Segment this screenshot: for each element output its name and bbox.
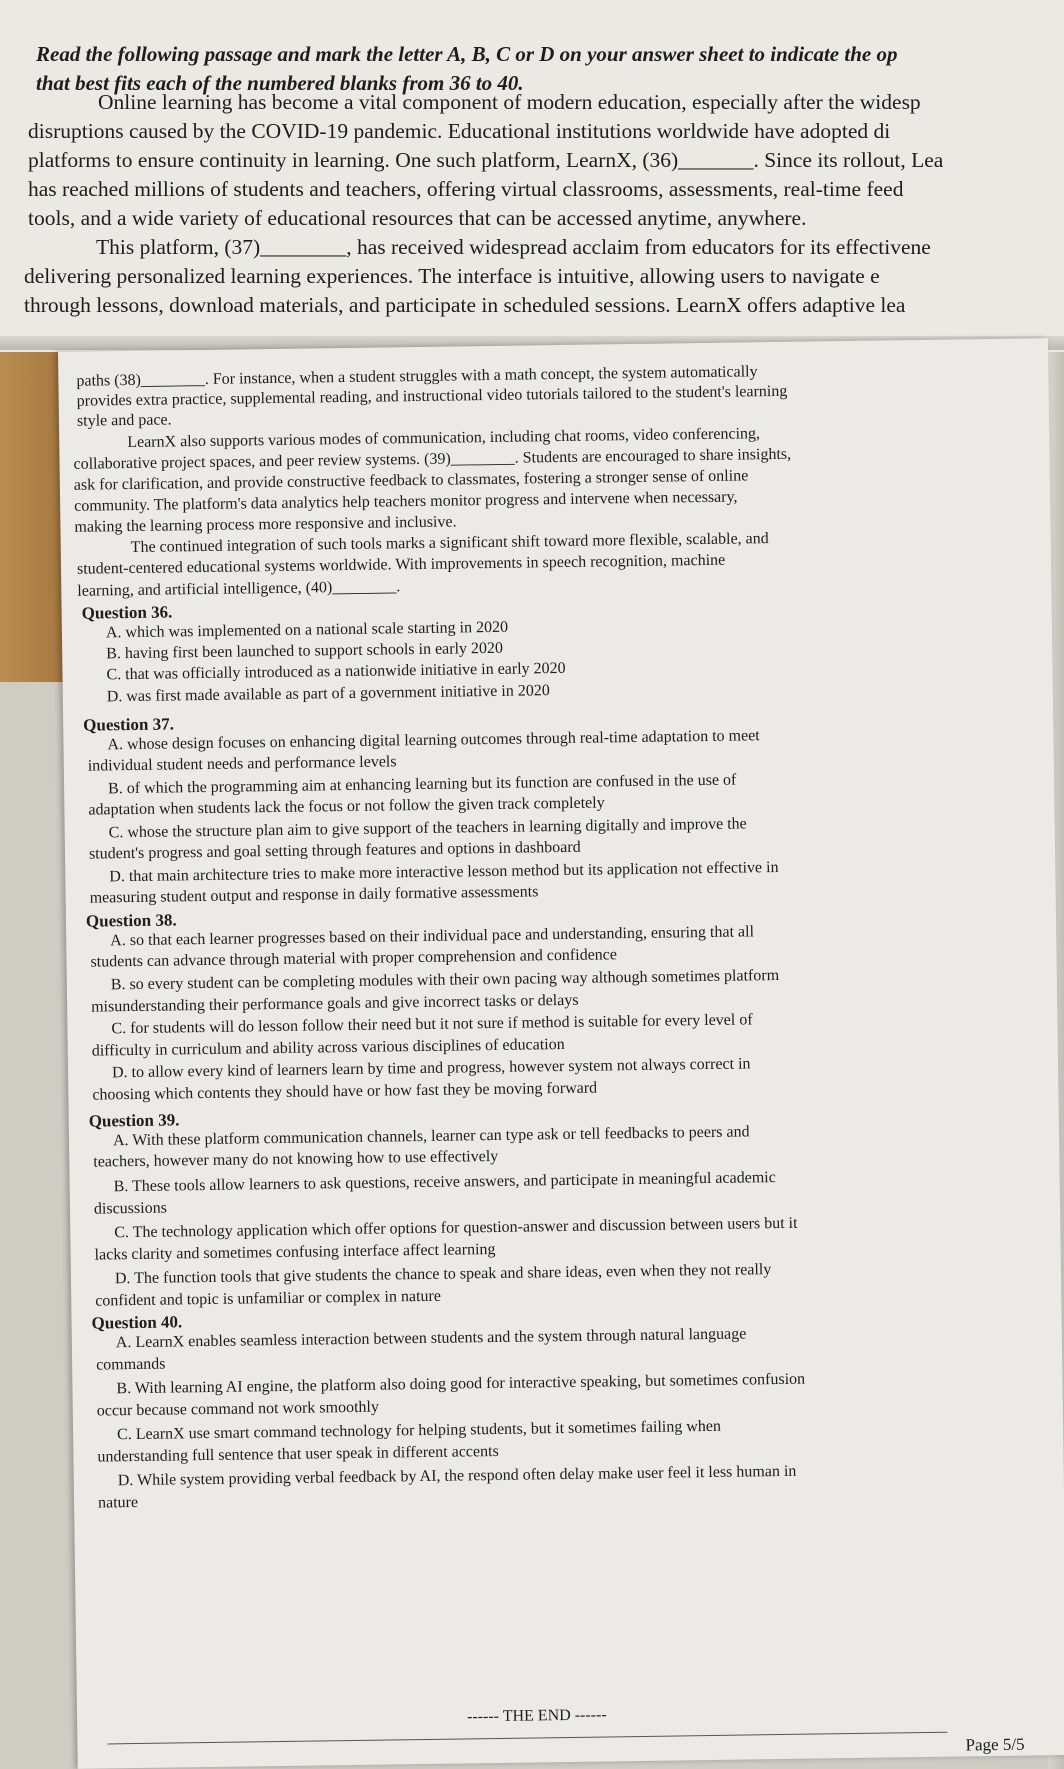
passage-line: through lessons, download materials, and participate in scheduled sessions. LearnX offers adaptive lea xyxy=(24,293,906,317)
passage-line: community. The platform's data analytics help teachers monitor progress and intervene when necessary, xyxy=(74,488,738,515)
answer-option: D. that main architecture tries to make more interactive lesson method but its application not effective in xyxy=(109,858,779,886)
passage-line: ask for clarification, and provide constructive feedback to classmates, fostering a stronger sense of online xyxy=(73,467,749,494)
answer-option: C. The technology application which offer options for question-answer and discussion between users but it xyxy=(114,1214,798,1242)
answer-option: A. With these platform communication channels, learner can type ask or tell feedbacks to peers and xyxy=(112,1123,750,1150)
answer-option: A. so that each learner progresses based on their individual pace and understanding, ensuring that all xyxy=(110,923,755,950)
passage-line: platforms to ensure continuity in learning. One such platform, LearnX, (36)_______. Since its rollout, Lea xyxy=(28,148,944,172)
answer-option: B. so every student can be completing modules with their own pacing way although sometimes platform xyxy=(110,966,780,994)
answer-option: D. to allow every kind of learners learn by time and progress, however system not always correct in xyxy=(111,1055,751,1082)
question-label: Question 40. xyxy=(91,1312,183,1333)
answer-option: D. While system providing verbal feedback by AI, the respond often delay make user feel it less human in xyxy=(117,1462,797,1490)
passage-line: LearnX also supports various modes of communication, including chat rooms, video conferencing, xyxy=(127,425,761,452)
passage-line: collaborative project spaces, and peer review systems. (39)________. Students are encouraged to share insights, xyxy=(73,445,792,473)
answer-option-continued: understanding full sentence that user speak in different accents xyxy=(97,1442,499,1466)
answer-option-continued: nature xyxy=(97,1493,139,1512)
answer-option-continued: misunderstanding their performance goals and give incorrect tasks or delays xyxy=(91,991,579,1016)
answer-option: B. having first been launched to support schools in early 2020 xyxy=(106,639,504,663)
question-label: Question 38. xyxy=(85,910,177,931)
question-label: Question 37. xyxy=(83,714,175,735)
passage-line: provides extra practice, supplemental reading, and instructional video tutorials tailored to the student's learning xyxy=(76,382,788,410)
question-label: Question 39. xyxy=(88,1110,180,1131)
end-marker: ------ THE END ------ xyxy=(466,1706,607,1726)
passage-line: has reached millions of students and teachers, offering virtual classrooms, assessments, real-time feed xyxy=(28,177,904,201)
answer-option-continued: students can advance through material with proper comprehension and confidence xyxy=(90,946,618,971)
passage-line: style and pace. xyxy=(76,411,172,430)
answer-option: A. LearnX enables seamless interaction between students and the system through natural language xyxy=(115,1325,747,1352)
answer-option-continued: lacks clarity and sometimes confusing interface affect learning xyxy=(94,1240,496,1264)
passage-line: student-centered educational systems worldwide. With improvements in speech recognition, machine xyxy=(76,551,726,578)
answer-option: C. LearnX use smart command technology for helping students, but it sometimes failing when xyxy=(117,1417,722,1444)
answer-option-continued: individual student needs and performance levels xyxy=(87,753,397,775)
answer-option: A. which was implemented on a national scale starting in 2020 xyxy=(105,618,509,642)
answer-option: B. With learning AI engine, the platform also doing good for interactive speaking, but sometimes confusion xyxy=(116,1370,806,1398)
instruction-line: that best fits each of the numbered blanks from 36 to 40. xyxy=(36,71,524,95)
bottom-sheet xyxy=(58,338,1064,1769)
passage-line: The continued integration of such tools marks a significant shift toward more flexible, scalable, and xyxy=(130,530,769,557)
instruction-line: Read the following passage and mark the letter A, B, C or D on your answer sheet to indicate the op xyxy=(36,42,898,66)
passage-line: Online learning has become a vital component of modern education, especially after the widesp xyxy=(98,90,921,114)
answer-option: C. for students will do lesson follow their need but it not sure if method is suitable for every level of xyxy=(111,1011,753,1038)
answer-option: A. whose design focuses on enhancing digital learning outcomes through real-time adaptation to meet xyxy=(107,727,760,754)
answer-option-continued: commands xyxy=(96,1355,166,1374)
answer-option-continued: student's progress and goal setting through features and options in dashboard xyxy=(88,838,581,863)
passage-line: tools, and a wide variety of educational resources that can be accessed anytime, anywhere. xyxy=(28,206,807,230)
passage-line: disruptions caused by the COVID-19 pandemic. Educational institutions worldwide have adopted di xyxy=(28,119,891,143)
answer-option-continued: choosing which contents they should have or how fast they be moving forward xyxy=(92,1079,598,1104)
answer-option: B. of which the programming aim at enhancing learning but its function are confused in the use of xyxy=(107,771,737,798)
passage-line: delivering personalized learning experiences. The interface is intuitive, allowing users to navigate e xyxy=(24,264,880,288)
passage-line: learning, and artificial intelligence, (40)________. xyxy=(77,578,401,600)
answer-option-continued: occur because command not work smoothly xyxy=(96,1398,380,1420)
answer-option-continued: difficulty in curriculum and ability across various disciplines of education xyxy=(91,1035,565,1060)
passage-line: making the learning process more responsive and inclusive. xyxy=(74,513,457,536)
answer-option-continued: teachers, however many do not knowing how to use effectively xyxy=(93,1147,499,1171)
answer-option: D. was first made available as part of a government initiative in 2020 xyxy=(106,682,550,706)
answer-option-continued: adaptation when students lack the focus or not follow the given track completely xyxy=(88,794,605,819)
answer-option: C. that was officially introduced as a nationwide initiative in early 2020 xyxy=(106,659,566,684)
answer-option: D. The function tools that give students the chance to speak and share ideas, even when they not really xyxy=(114,1261,772,1288)
answer-option-continued: confident and topic is unfamiliar or complex in nature xyxy=(95,1287,442,1310)
answer-option: B. These tools allow learners to ask questions, receive answers, and participate in meaningful academic xyxy=(113,1169,776,1196)
footer-rule xyxy=(107,1732,947,1745)
passage-line: paths (38)________. For instance, when a student struggles with a math concept, the system automatically xyxy=(76,363,758,390)
answer-option-continued: discussions xyxy=(93,1199,167,1218)
answer-option-continued: measuring student output and response in daily formative assessments xyxy=(89,883,539,907)
question-label: Question 36. xyxy=(81,602,173,623)
passage-line: This platform, (37)________, has received widespread acclaim from educators for its effectivene xyxy=(96,235,931,259)
page-number: Page 5/5 xyxy=(965,1734,1025,1755)
answer-option: C. whose the structure plan aim to give support of the teachers in learning digitally and improve the xyxy=(108,815,747,842)
top-sheet xyxy=(0,0,1064,352)
